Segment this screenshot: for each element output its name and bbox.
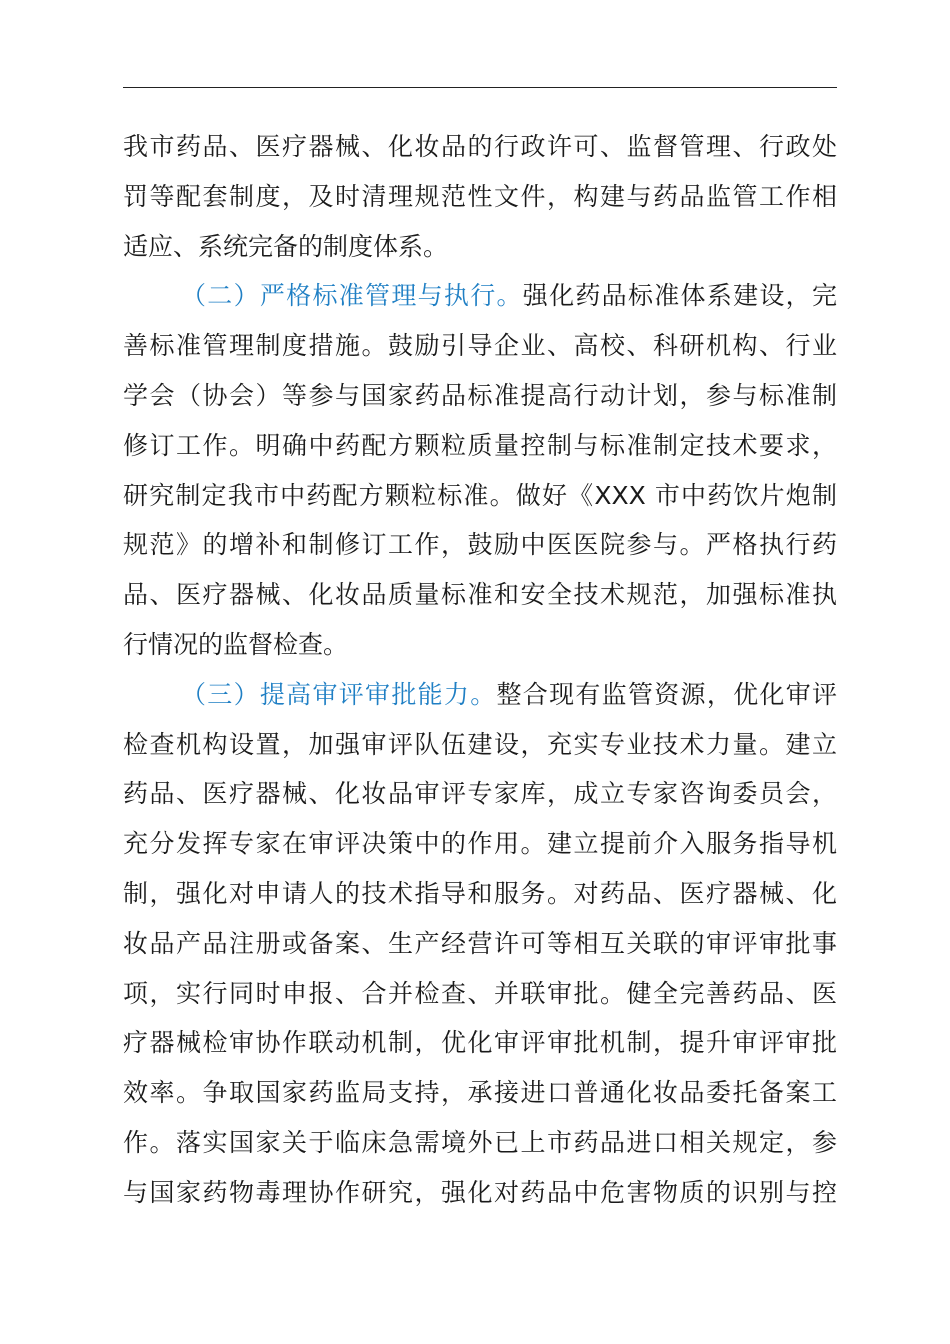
text-line: 项，实行同时申报、合并检查、并联审批。健全完善药品、医: [123, 978, 837, 1008]
text-line: 规范》的增补和制修订工作，鼓励中医医院参与。严格执行药: [123, 530, 837, 560]
text-run: 强化药品标准体系建设，完: [522, 281, 837, 311]
text-line: 学会（协会）等参与国家药品标准提高行动计划，参与标准制: [123, 380, 837, 410]
text-line: 作。落实国家关于临床急需境外已上市药品进口相关规定，参: [123, 1127, 837, 1157]
paragraph-3: [123, 670, 837, 1218]
text-line: 适应、系统完备的制度体系。: [123, 231, 449, 261]
text-line: [123, 670, 837, 720]
text-line: 与国家药物毒理协作研究，强化对药品中危害物质的识别与控: [123, 1177, 837, 1207]
text-line: 研究制定我市中药配方颗粒标准。做好《XXX 市中药饮片炮制: [123, 480, 837, 510]
text-line: 罚等配套制度，及时清理规范性文件，构建与药品监管工作相: [123, 181, 837, 211]
text-run: 整合现有监管资源，优化审评: [496, 679, 837, 709]
text-line: 善标准管理制度措施。鼓励引导企业、高校、科研机构、行业: [123, 331, 837, 361]
section-heading: （三）提高审评审批能力。: [181, 679, 497, 709]
body-text: [123, 122, 837, 1218]
header-rule: [123, 87, 837, 88]
text-line: 修订工作。明确中药配方颗粒质量控制与标准制定技术要求，: [123, 430, 837, 460]
text-line: 充分发挥专家在审评决策中的作用。建立提前介入服务指导机: [123, 829, 837, 859]
text-line: [123, 271, 837, 321]
paragraph-1: [123, 122, 837, 271]
text-line: 效率。争取国家药监局支持，承接进口普通化妆品委托备案工: [123, 1078, 837, 1108]
text-line: 药品、医疗器械、化妆品审评专家库，成立专家咨询委员会，: [123, 779, 837, 809]
text-line: 疗器械检审协作联动机制，优化审评审批机制，提升审评审批: [123, 1028, 837, 1058]
text-line: 品、医疗器械、化妆品质量标准和安全技术规范，加强标准执: [123, 580, 837, 610]
paragraph-2: [123, 271, 837, 669]
text-line: 我市药品、医疗器械、化妆品的行政许可、监督管理、行政处: [123, 132, 837, 161]
text-line: 行情况的监督检查。: [123, 629, 349, 659]
text-line: 检查机构设置，加强审评队伍建设，充实专业技术力量。建立: [123, 729, 837, 759]
text-line: 妆品产品注册或备案、生产经营许可等相互关联的审评审批事: [123, 928, 837, 958]
text-line: 制，强化对申请人的技术指导和服务。对药品、医疗器械、化: [123, 878, 837, 908]
section-heading: （二）严格标准管理与执行。: [181, 281, 523, 311]
